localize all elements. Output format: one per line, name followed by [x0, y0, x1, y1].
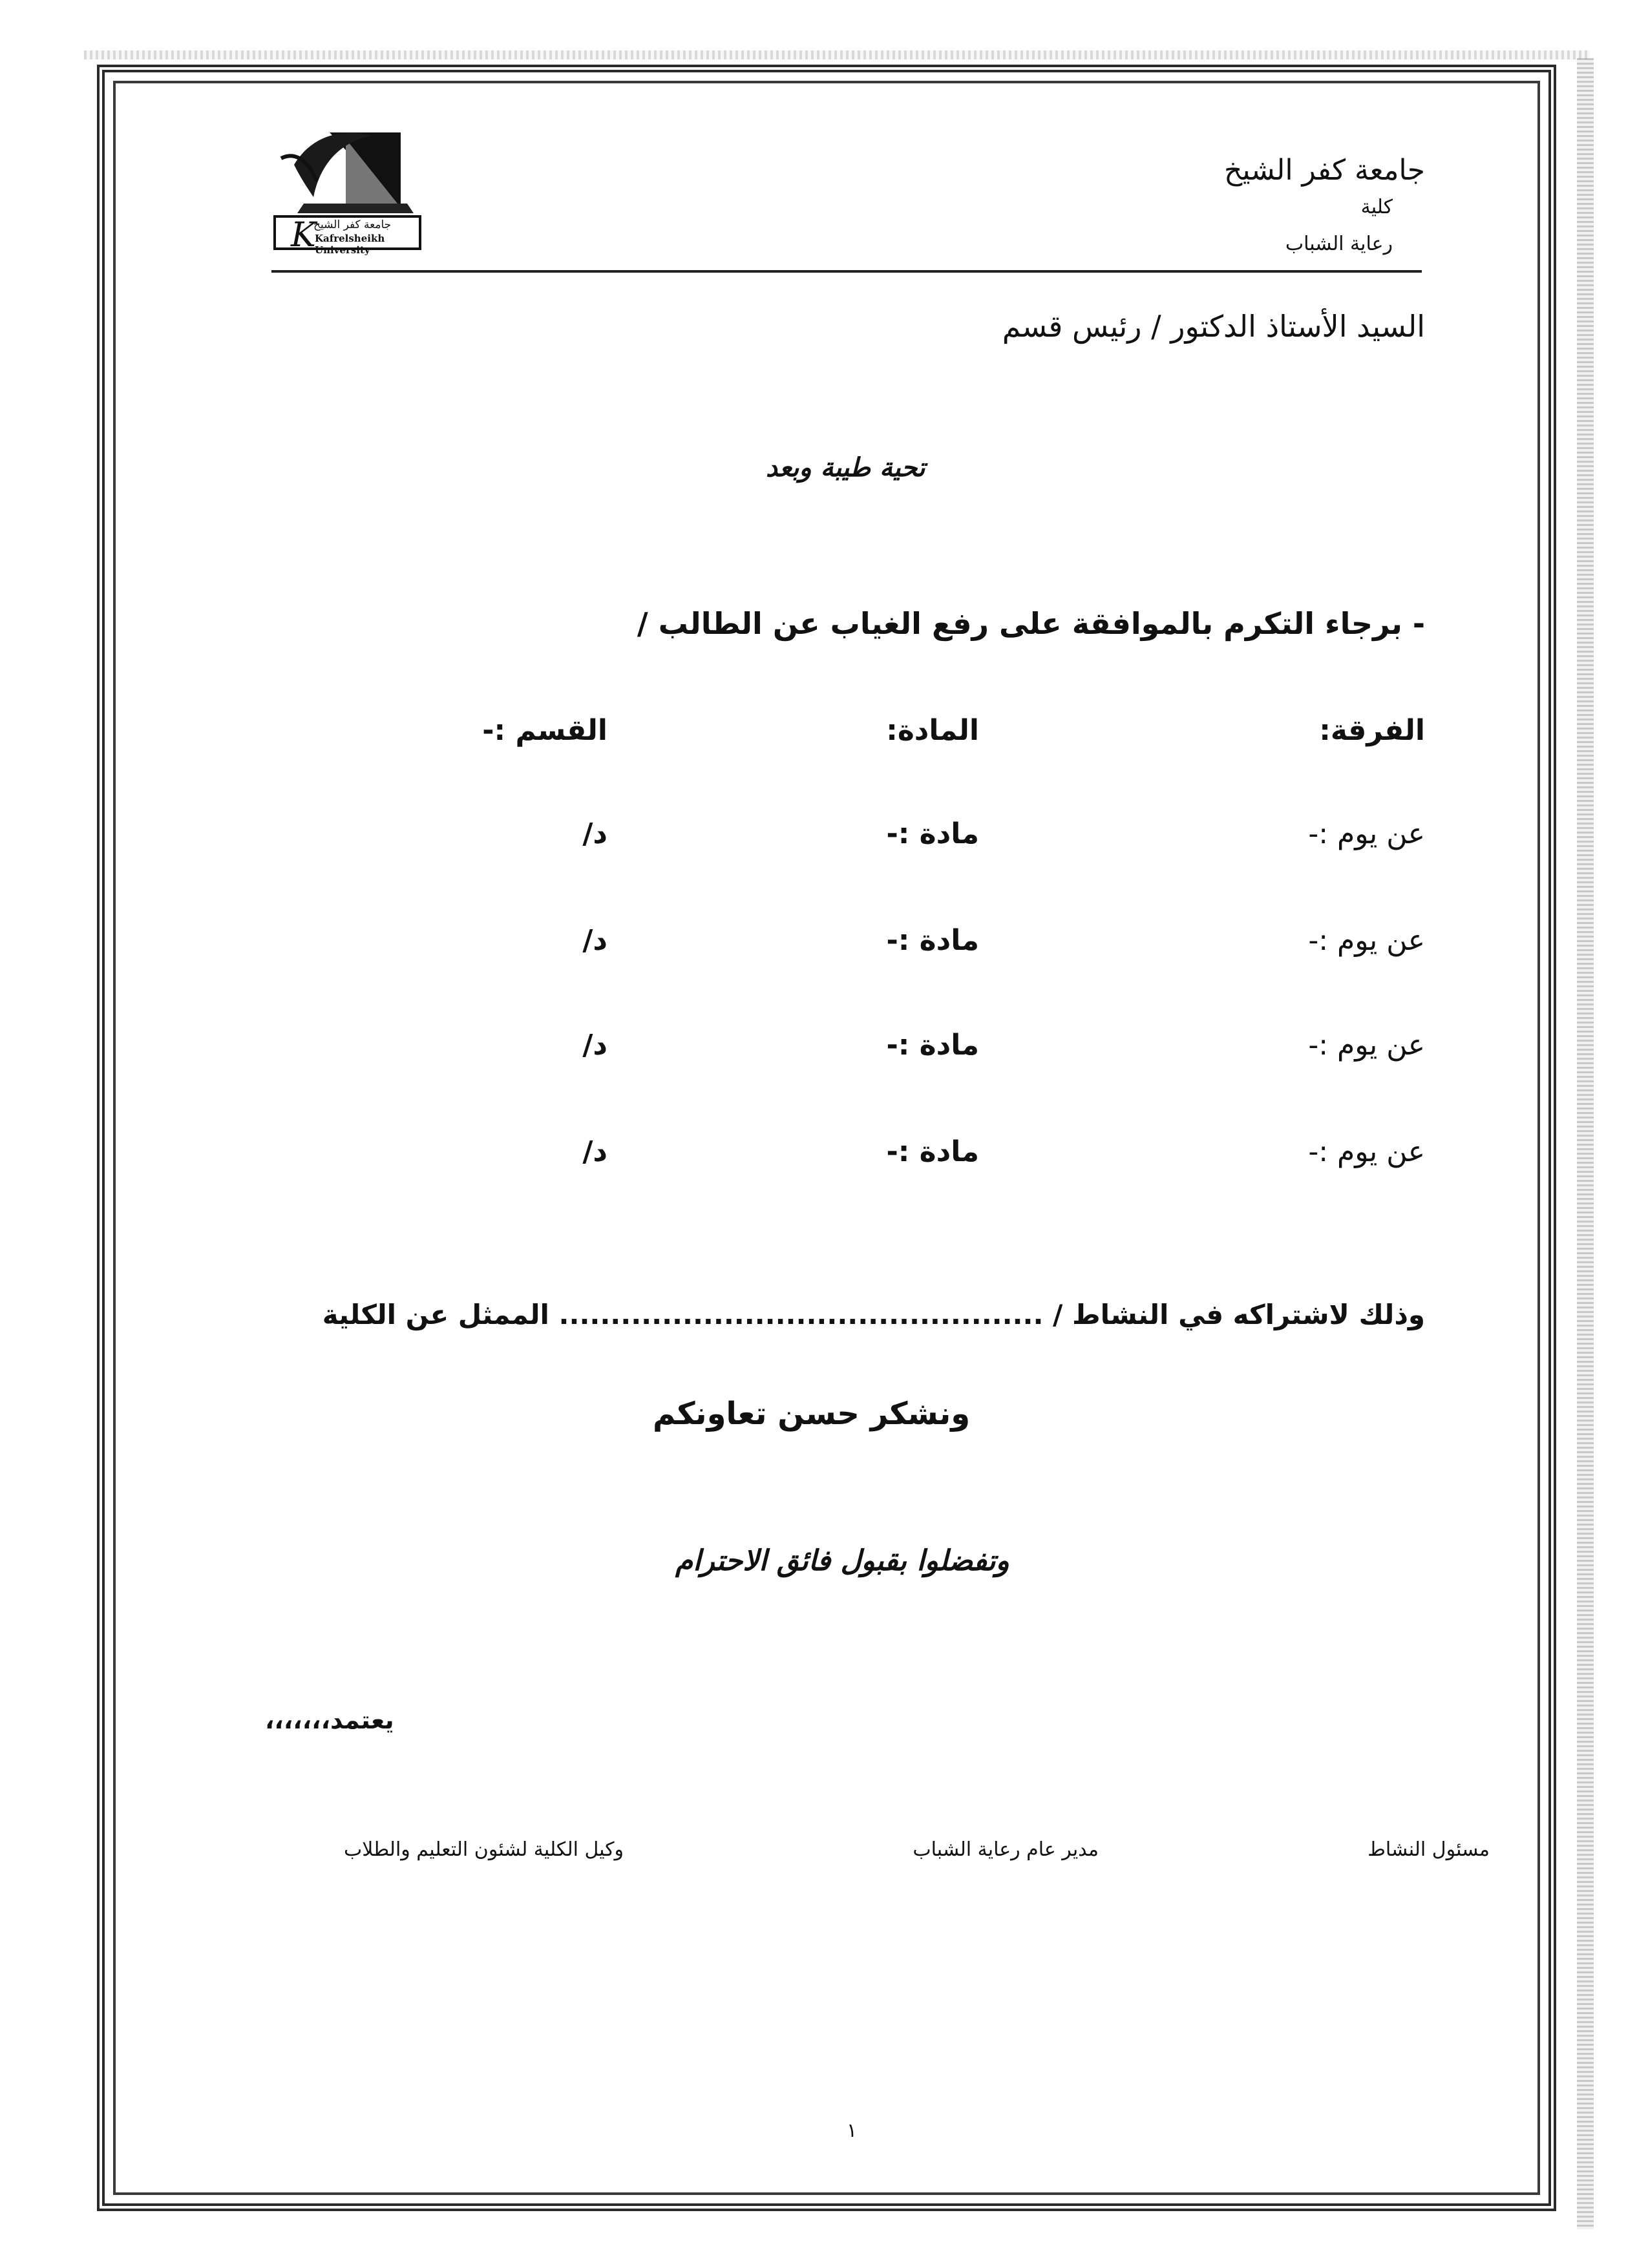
page-number: ١: [847, 2119, 858, 2142]
row-subject-label: مادة :-: [886, 924, 979, 957]
svg-text:K: K: [291, 216, 316, 255]
department-field-label: القسم :-: [482, 714, 607, 747]
day-label: عن يوم :-: [1308, 817, 1425, 850]
activity-line: [322, 1299, 1425, 1330]
row-subject-label: مادة :-: [886, 1135, 979, 1168]
university-name: جامعة كفر الشيخ: [1223, 154, 1425, 187]
closing-calligraphy: وتفضلوا بقبول فائق الاحترام: [675, 1544, 1009, 1577]
college-label: كلية: [1360, 196, 1393, 218]
subject-field-label: المادة:: [886, 714, 979, 747]
greeting-calligraphy: تحية طيبة وبعد: [766, 452, 925, 483]
activity-prefix: وذلك لاشتراكه في النشاط /: [1053, 1299, 1425, 1330]
doctor-label: د/: [582, 817, 607, 850]
year-field-label: الفرقة:: [1319, 714, 1425, 747]
doctor-label: د/: [582, 924, 607, 957]
scan-border-top: [84, 50, 1590, 59]
doctor-label: د/: [582, 1135, 607, 1168]
department-name: رعاية الشباب: [1285, 233, 1393, 255]
thanks-line: ونشكر حسن تعاونكم: [653, 1396, 971, 1432]
row-subject-label: مادة :-: [886, 817, 979, 850]
addressee-line: السيد الأستاذ الدكتور / رئيس قسم: [1002, 309, 1425, 344]
signature-youth-director: مدير عام رعاية الشباب: [913, 1838, 1099, 1861]
university-logo: [268, 120, 427, 255]
activity-dots: ...............................................: [558, 1299, 1044, 1330]
logo-text-en: Kafrelsheikh University: [315, 233, 385, 256]
row-subject-label: مادة :-: [886, 1029, 979, 1062]
day-label: عن يوم :-: [1308, 1029, 1425, 1062]
day-label: عن يوم :-: [1308, 924, 1425, 957]
signature-vice-dean: وكيل الكلية لشئون التعليم والطلاب: [344, 1838, 624, 1861]
header-divider: [271, 270, 1422, 273]
approval-label: يعتمد،،،،،،،: [265, 1706, 394, 1734]
doctor-label: د/: [582, 1029, 607, 1062]
signature-activity-officer: مسئول النشاط: [1368, 1838, 1490, 1861]
activity-suffix: الممثل عن الكلية: [322, 1299, 549, 1330]
day-label: عن يوم :-: [1308, 1135, 1425, 1168]
logo-text-ar: جامعة كفر الشيخ: [313, 218, 392, 231]
scan-border-right: [1577, 58, 1594, 2229]
request-line: - برجاء التكرم بالموافقة على رفع الغياب عن الطالب /: [637, 606, 1425, 641]
